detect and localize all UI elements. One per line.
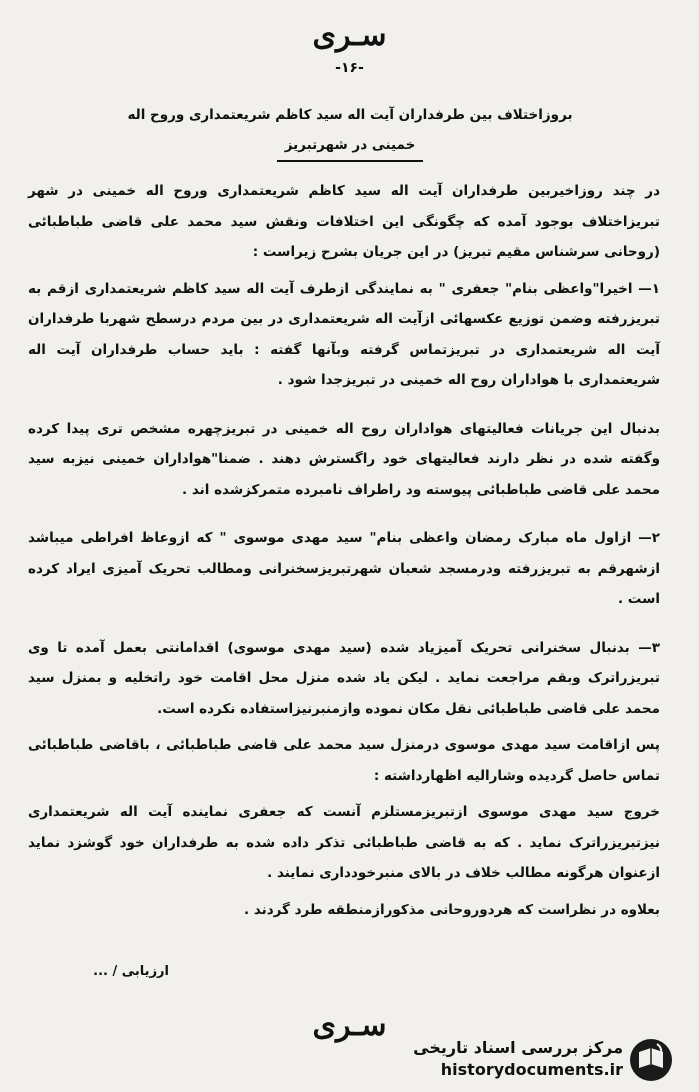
document-body xyxy=(28,176,660,931)
watermark xyxy=(393,1036,673,1084)
paragraph-followup-1: بدنبال این جریانات فعالیتهای هواداران روح اله خمینی در تبریزچهره مشخص تری پیدا کرده وگفته شده در نظر دارند فعالیتهای خود راگسترش دهند . ضمنا"هواداران خمینی نیزبه سید محمد علی قاضی طباطبائی پیوسته ود راطراف نامبرده متمرکزشده اند . xyxy=(28,420,660,498)
classification-footer: سـری xyxy=(312,1008,387,1043)
paragraph-item-2: ۲— ازاول ماه مبارک رمضان واعظی بنام" سید مهدی موسوی " که ازوعاظ افراطی میباشد ازشهرقم به تبریزرفته ودرمسجد شعبان شهرتبریزسخنرانی ومطالب تحریک آمیزی ایراد کرده است . xyxy=(28,530,660,607)
watermark-text-en: historydocuments.ir xyxy=(440,1060,623,1079)
page-number: -۱۶- xyxy=(335,60,364,76)
paragraph-intro: در چند روزاخیربین طرفداران آیت اله سید کاظم شریعتمداری وروح اله خمینی در شهر تبریزاختلاف بوجود آمده که چگونگی این اختلافات ونقش سید محمد علی قاضی طباطبائی (روحانی سرشناس مقیم تبریز) در این جریان بشرح زیراست : xyxy=(28,183,660,260)
subject-heading xyxy=(60,100,640,162)
paragraph-condition: خروج سید مهدی موسوی ازتبریزمستلزم آنست که جعفری نماینده آیت اله شریعتمداری نیزتبریزراترک نماید . که به قاضی طباطبائی تذکر داده شده به طرفداران خود گوشزد نماید ازعنوان هرگونه مطالب خلاف در بالای منبرخودداری نمایند . xyxy=(28,804,660,881)
subject-line-2: خمینی در شهرتبریز xyxy=(277,130,424,162)
classification-header: سـری xyxy=(312,18,387,53)
book-feather-logo-icon xyxy=(629,1038,673,1082)
paragraph-conclusion: بعلاوه در نظراست که هردوروحانی مذکورازمنطقه طرد گردند . xyxy=(244,901,660,918)
subject-line-1: بروزاختلاف بین طرفداران آیت اله سید کاظم شریعتمداری وروح اله xyxy=(127,107,573,123)
rating-label: ارزیابی / ... xyxy=(93,964,169,979)
paragraph-item-3: ۳— بدنبال سخنرانی تحریک آمیزیاد شده (سید مهدی موسوی) اقدامانتی بعمل آمده تا وی تبریزراترک وبقم مراجعت نماید . لیکن یاد شده منزل محل اقامت خود راتخلیه و بمنزل سید محمد علی قاضی طباطبائی نقل مکان نموده وازمنبرنیزاستفاده نکرده است. xyxy=(28,639,660,717)
watermark-text-fa: مرکز بررسی اسناد تاریخی xyxy=(413,1038,623,1057)
paragraph-contact: پس ازاقامت سید مهدی موسوی درمنزل سید محمد علی قاضی طباطبائی ، باقاضی طباطبائی تماس حاصل گردیده وشارالیه اظهارداشته : xyxy=(28,737,660,784)
paragraph-item-1: ۱— اخیرا"واعظی بنام" جعفری " به نمایندگی ازطرف آیت اله سید کاظم شریعتمداری ازقم به تبریزرفته وضمن توزیع عکسهائی ازآیت اله شریعتمداری در بین مردم درسطح شهربا طرفداران آیت اله شریعتمداری در تبریزتماس گرفته وبآنها گفته : باید حساب طرفداران آیت اله شریعتمداری با هواداران روح اله خمینی در تبریزجدا شود . xyxy=(28,280,660,388)
